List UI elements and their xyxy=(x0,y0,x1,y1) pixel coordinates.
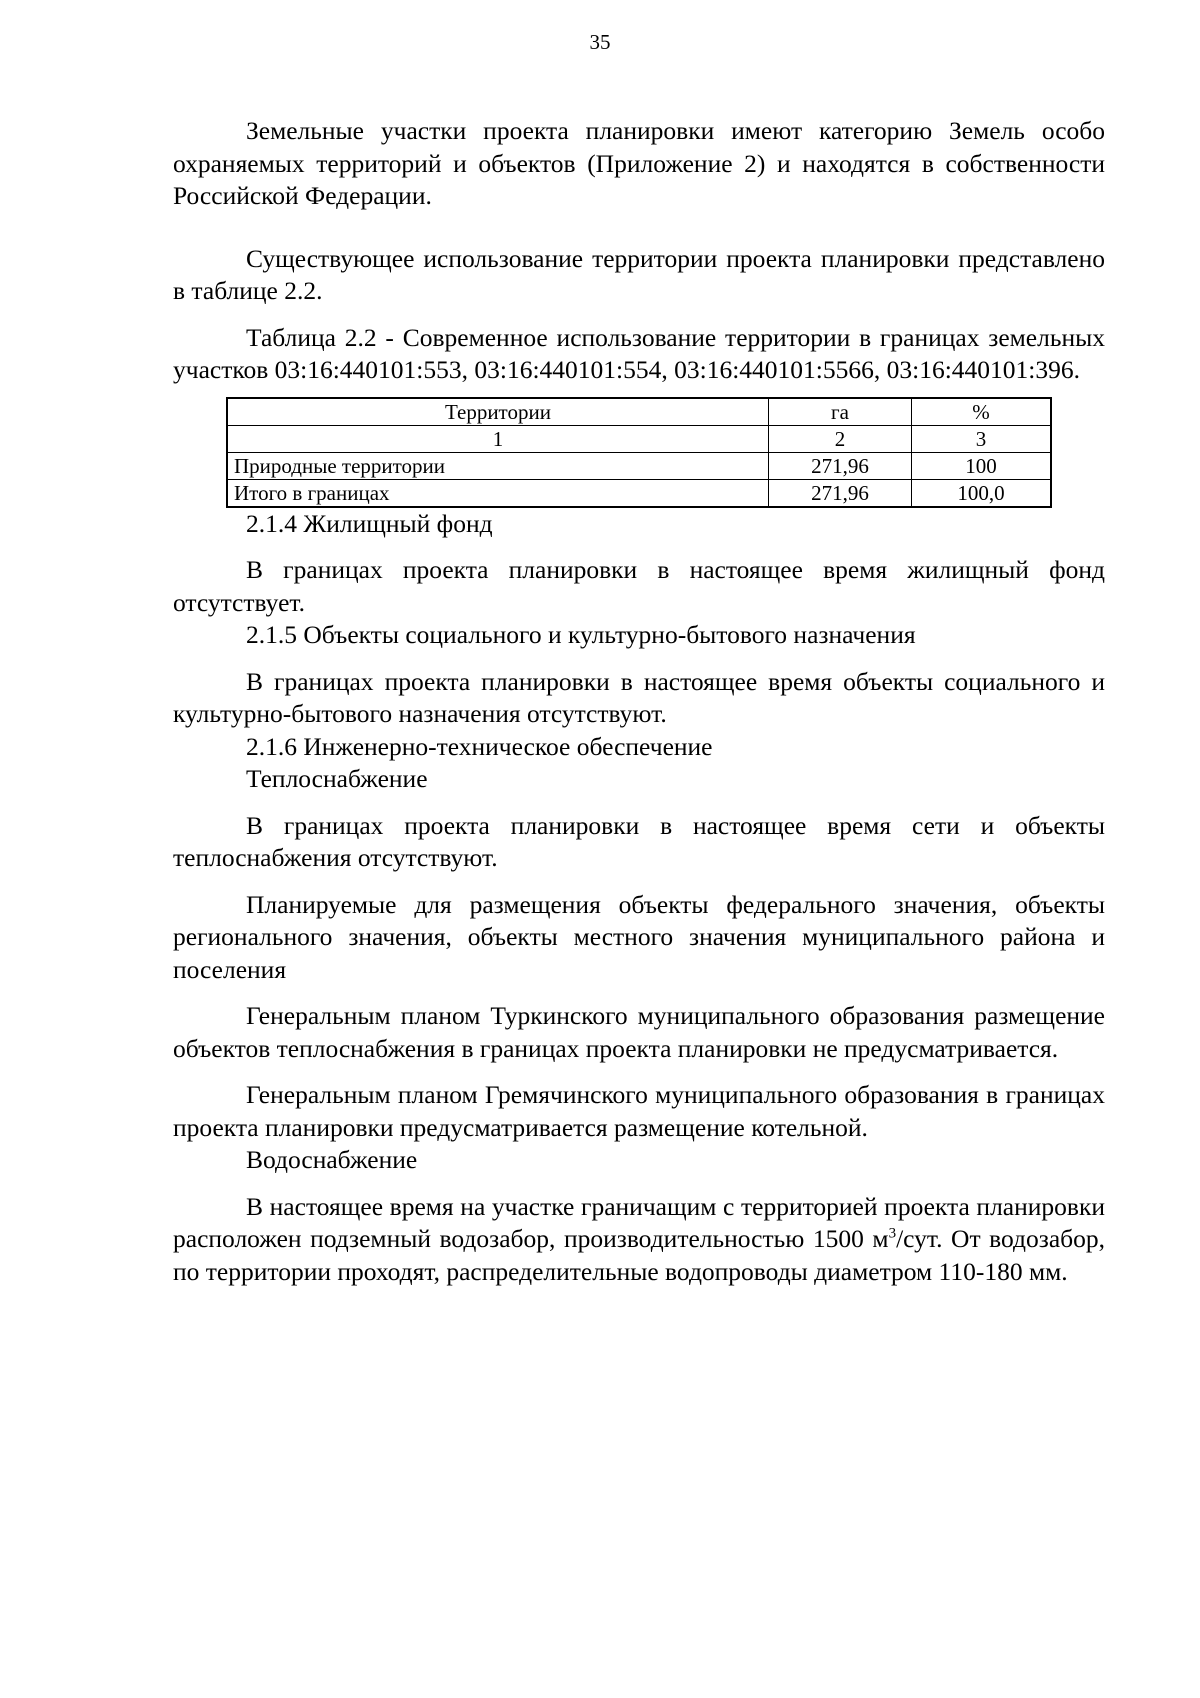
table-cell: 271,96 xyxy=(768,452,911,479)
table-cell: 1 xyxy=(227,425,768,452)
table-cell: 2 xyxy=(768,425,911,452)
paragraph-water-1-part-b: /сут. От водозабор, по территории проходят, распределительные водопроводы диаметром 110-180 мм. xyxy=(173,1224,1105,1286)
section-heading-social: 2.1.5 Объекты социального и культурно-бытового назначения xyxy=(246,620,916,649)
table-header-cell: % xyxy=(912,398,1051,426)
table-cell: 100 xyxy=(912,452,1051,479)
document-body xyxy=(173,115,1105,1288)
page-number: 35 xyxy=(589,30,611,54)
table-numbering-row xyxy=(227,425,1051,452)
table-cell: Итого в границах xyxy=(227,479,768,507)
table-caption: Таблица 2.2 - Современное использование территории в границах земельных участков 03:16:440101:553, 03:16:440101:554, 03:16:440101:5566, 03:16:440101:396. xyxy=(173,322,1105,384)
table-header-cell: Территории xyxy=(227,398,768,426)
paragraph-water-1-part-a: В настоящее время на участке граничащим с территорией проекта планировки расположен подземный водозабор, производительностью 1500 м xyxy=(173,1191,1105,1253)
subheading-heat-supply: Теплоснабжение xyxy=(246,764,428,793)
table-cell: Природные территории xyxy=(227,452,768,479)
section-heading-engineering: 2.1.6 Инженерно-техническое обеспечение xyxy=(246,731,713,761)
paragraph-land-category: Земельные участки проекта планировки имеют категорию Земель особо охраняемых территорий и объектов (Приложение 2) и находятся в собственности Российской Федерации. xyxy=(173,116,1105,210)
superscript-cubic: 3 xyxy=(888,1225,897,1242)
table-row xyxy=(227,479,1051,507)
table-header-cell: га xyxy=(768,398,911,426)
subheading-water-supply: Водоснабжение xyxy=(246,1145,418,1174)
paragraph-social: В границах проекта планировки в настоящее время объекты социального и культурно-бытового назначения отсутствуют. xyxy=(173,666,1105,728)
table-header-row xyxy=(227,398,1051,426)
paragraph-existing-use: Существующее использование территории проекта планировки представлено в таблице 2.2. xyxy=(173,243,1105,305)
table-row xyxy=(227,452,1051,479)
paragraph-water-1 xyxy=(173,1191,1105,1289)
section-heading-housing: 2.1.4 Жилищный фонд xyxy=(246,508,493,538)
paragraph-heat-1: В границах проекта планировки в настоящее время сети и объекты теплоснабжения отсутствуют. xyxy=(173,810,1105,872)
paragraph-heat-4: Генеральным планом Гремячинского муниципального образования в границах проекта планировки предусматривается размещение котельной. xyxy=(173,1080,1105,1142)
paragraph-housing: В границах проекта планировки в настоящее время жилищный фонд отсутствует. xyxy=(173,555,1105,617)
paragraph-heat-2: Планируемые для размещения объекты федерального значения, объекты регионального значения, объекты местного значения муниципального района и поселения xyxy=(173,889,1105,984)
table-cell: 100,0 xyxy=(912,479,1051,507)
land-use-table xyxy=(226,397,1052,508)
paragraph-heat-3: Генеральным планом Туркинского муниципального образования размещение объектов теплоснабжения в границах проекта планировки не предусматривается. xyxy=(173,1001,1105,1063)
table-cell: 271,96 xyxy=(768,479,911,507)
table-cell: 3 xyxy=(912,425,1051,452)
